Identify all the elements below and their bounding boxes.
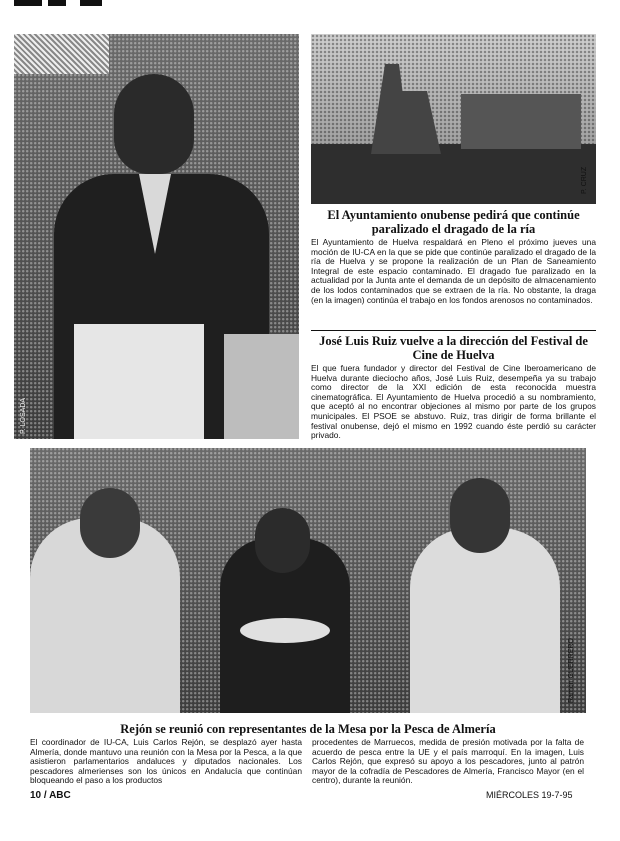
dredger [371, 64, 441, 154]
photo-credit: Ramón GUERRERO [568, 638, 575, 703]
issue-date: MIÉRCOLES 19-7-95 [486, 790, 573, 800]
photo-credit: P. LOSADA [20, 397, 27, 434]
man-photo [14, 34, 299, 439]
page-label: 10 / ABC [30, 790, 71, 801]
water [311, 144, 596, 204]
person-right [410, 528, 560, 713]
headline-rejon: Rejón se reunió con representantes de la Mesa por la Pesca de Almería [120, 722, 496, 736]
ria-photo [311, 34, 596, 204]
group-photo [30, 448, 586, 713]
divider [311, 330, 596, 331]
person-head [114, 74, 194, 174]
masthead-bar [80, 0, 102, 6]
headline-ria: El Ayuntamiento onubense pedirá que continúe paralizado el dragado de la ría [327, 208, 580, 236]
headline-festival: José Luis Ruiz vuelve a la dirección del Festival de Cine de Huelva [319, 334, 588, 362]
person-center-head [255, 508, 310, 573]
person-left-head [80, 488, 140, 558]
photo-corner-pattern [14, 34, 109, 74]
body-rejon-right: procedentes de Marruecos, medida de presión motivada por la falta de acuerdo de pesca entre la UE y el país marroquí. En la imagen, Luis Carlos Rejón, que expresó su apoyo a los pescadores, junto al patrón mayor de la cofradía de Pescadores de Almería, Francisco Mayor (en el centro), durante la reunión. [312, 737, 584, 786]
podium [74, 324, 204, 439]
masthead-bar [14, 0, 42, 6]
body-festival: El que fuera fundador y director del Festival de Cine Iberoamericano de Huelva durante dieciocho años, José Luis Ruiz, desempeña ya su trabajo como director de la XXI edición de esta reconocida muestra cinematográfica. El Ayuntamiento de Huelva procedió a su nombramiento, que aceptó al no encontrar objeciones al mismo por parte de los grupos municipales. El PSOE se abstuvo. Ruiz, tras dirigir de forma brillante el festival onubense, dejó el mismo en 1992 cuando éste perdió su carácter privado. [311, 363, 596, 441]
industrial-buildings [461, 94, 581, 149]
bowl [240, 618, 330, 643]
body-rejon-left: El coordinador de IU-CA, Luis Carlos Rejón, se desplazó ayer hasta Almería, donde mantuvo una reunión con la Mesa por la Pesca, a la que asistieron parlamentarios andaluces y diputados nacionales. Los pescadores almerienses son los únicos en Andalucía que continúan bloqueando el paso a los productos [30, 737, 302, 786]
body-ria: El Ayuntamiento de Huelva respaldará en Pleno el próximo jueves una moción de IU-CA en la que se pide que continúe paralizado el dragado de la ría de Huelva y se propone la realización de un Plan de Saneamiento Integral de este espacio contaminado. El dragado fue paralizado en la actualidad por la Junta ante el demanda de un depósito de almacenamiento de los lodos contaminados que se extraen de la ría. No obstante, la draga (en la imagen) continúa el trabajo en los fondos arenosos no contaminados. [311, 237, 596, 305]
photo-credit: P. CRUZ [581, 166, 588, 194]
masthead-bar [48, 0, 66, 6]
person-right-head [450, 478, 510, 553]
building-background [224, 334, 299, 439]
